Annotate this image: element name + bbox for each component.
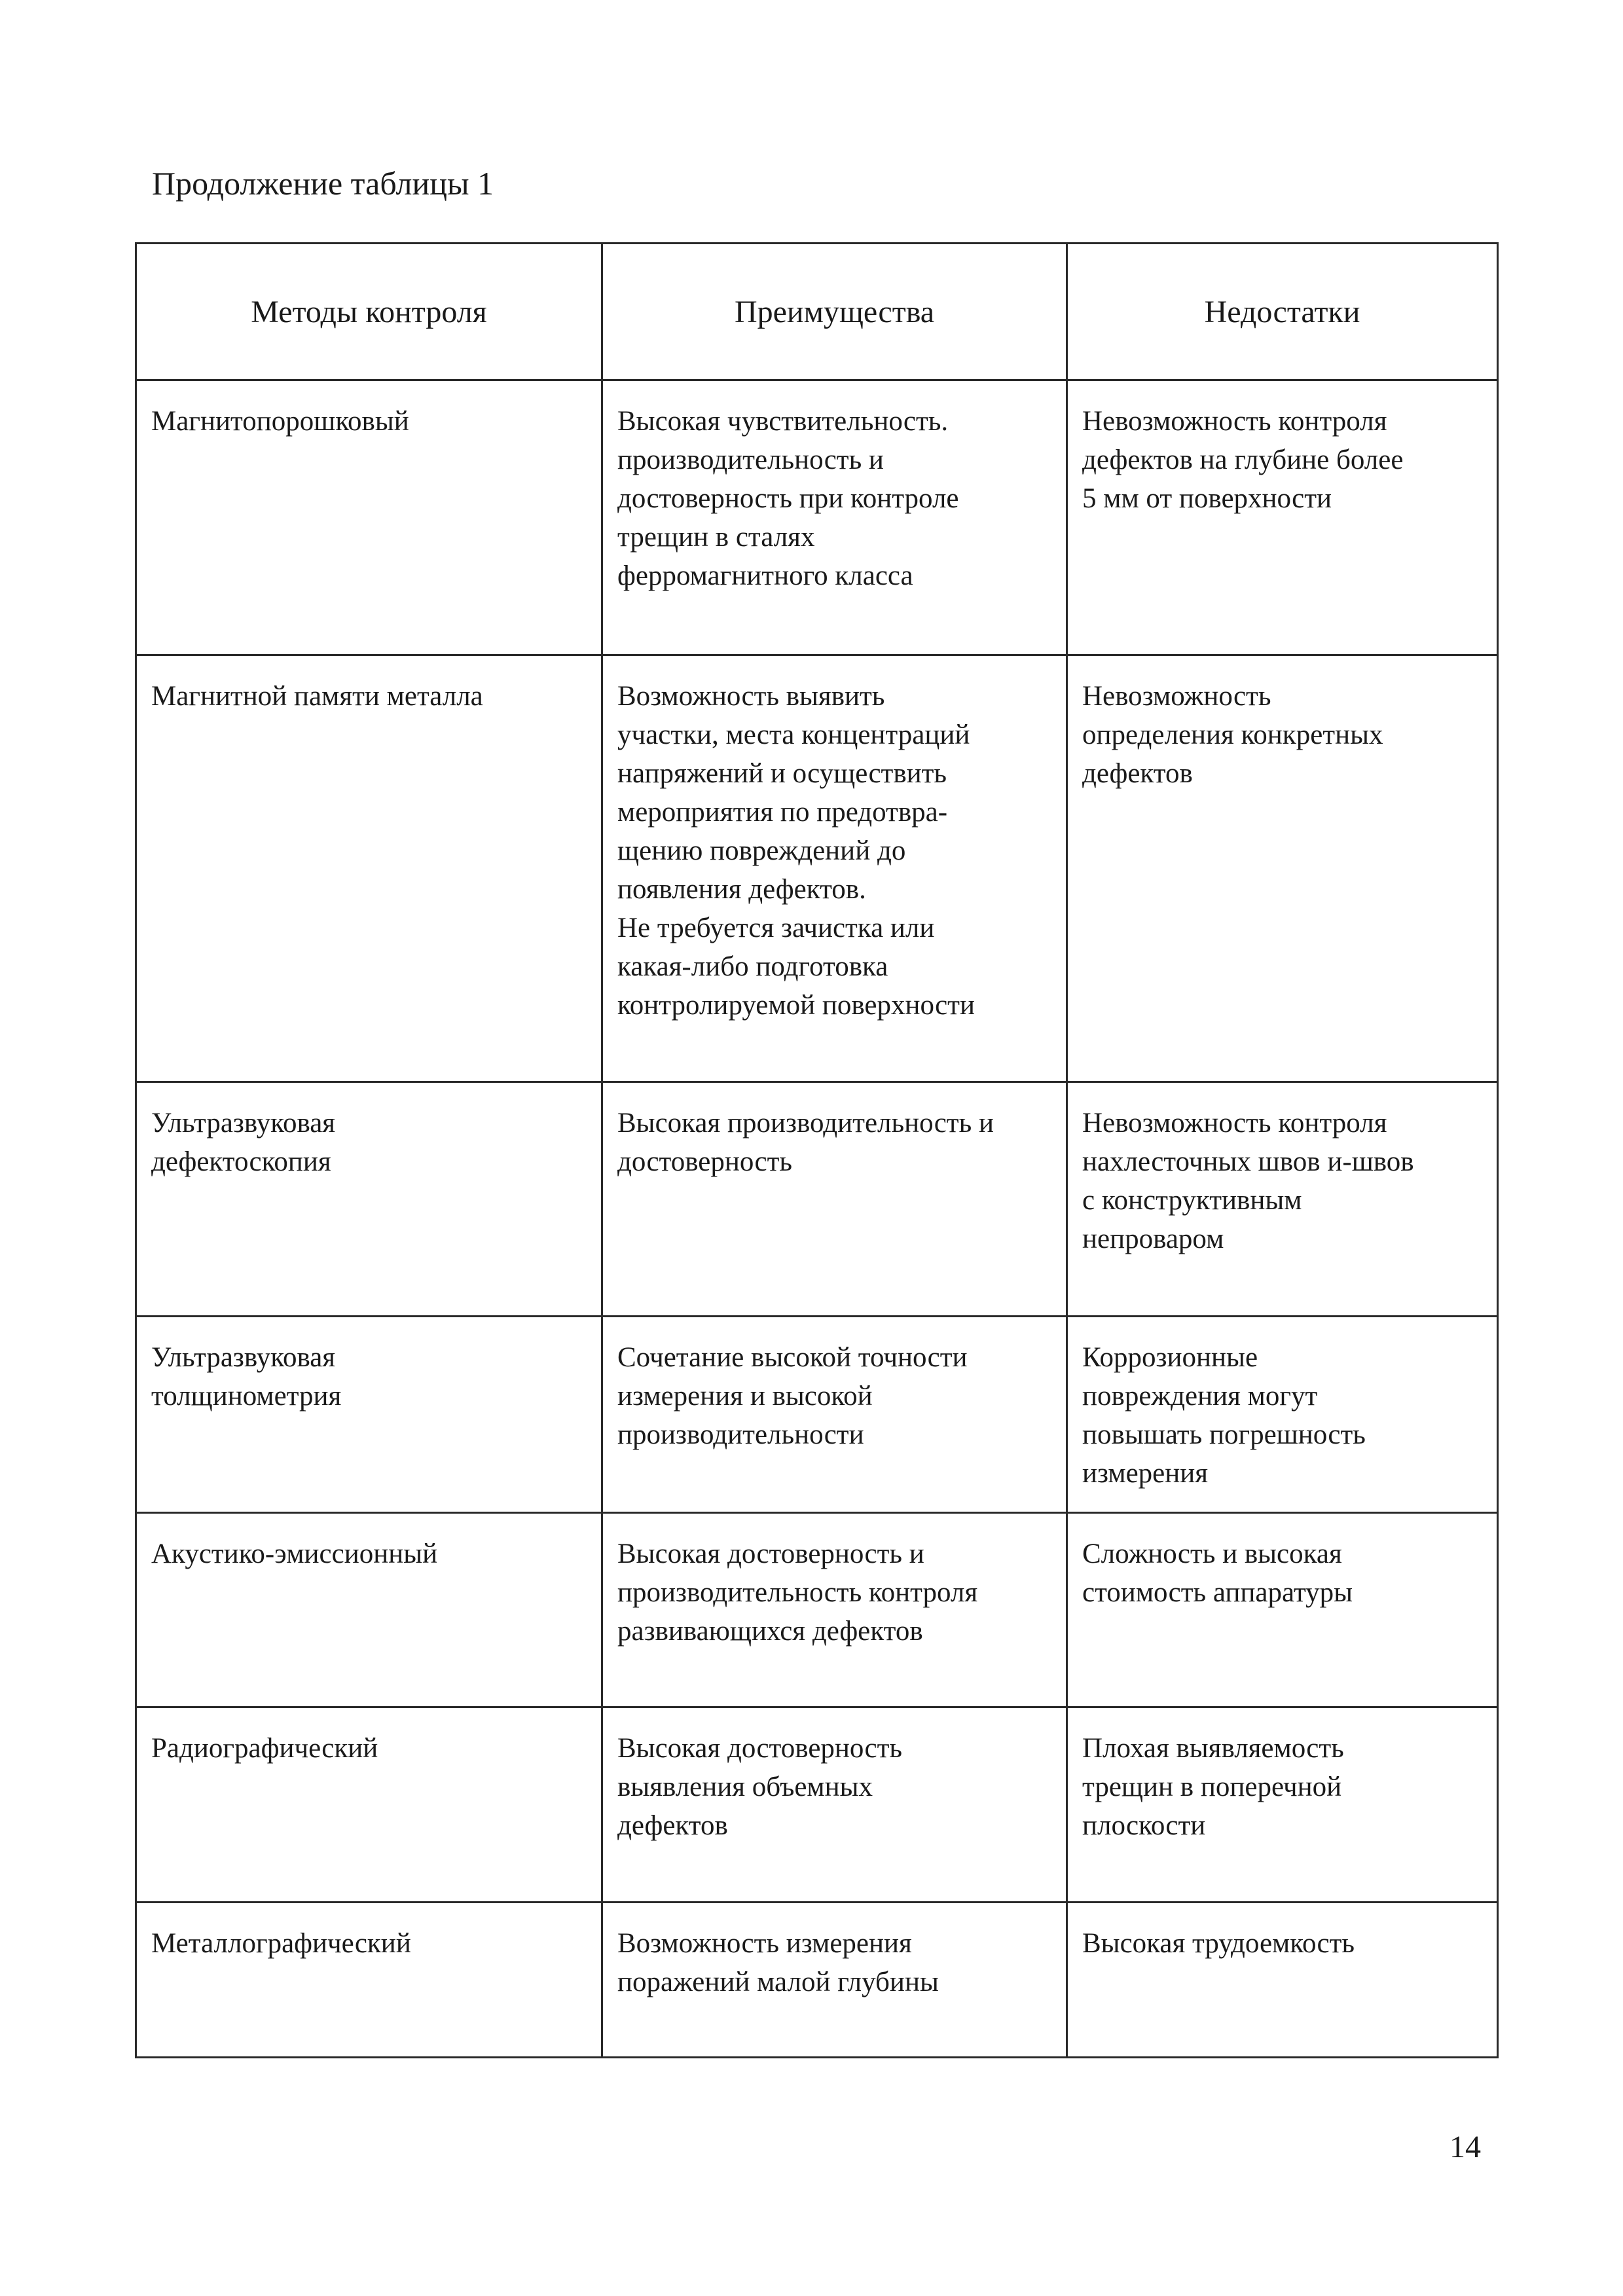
method-cell: Магнитопорошковый — [151, 406, 409, 437]
disadvantages-cell: Высокая трудоемкость — [1082, 1928, 1355, 1959]
table-row — [136, 1903, 1498, 2058]
page-number: 14 — [1450, 2130, 1481, 2164]
advantages-cell: Высокая производительность и достоверность — [617, 1108, 994, 1177]
method-cell: Ультразвуковая дефектоскопия — [151, 1108, 336, 1177]
disadvantages-cell: Невозможность контроля дефектов на глубине более 5 мм от поверхности — [1082, 406, 1404, 514]
disadvantages-cell: Невозможность контроля нахлесточных швов и-швов с конструктивным непроваром — [1082, 1108, 1414, 1254]
method-cell: Магнитной памяти металла — [151, 681, 483, 712]
table-caption: Продолжение таблицы 1 — [152, 165, 494, 202]
method-cell: Металлографический — [151, 1928, 411, 1959]
advantages-cell: Возможность измерения поражений малой глубины — [617, 1928, 939, 1997]
table-row — [136, 655, 1498, 1082]
table-header-row — [136, 244, 1498, 380]
table-row — [136, 1513, 1498, 1707]
header-disadvantages: Недостатки — [1067, 244, 1498, 380]
table-row — [136, 1707, 1498, 1903]
inspection-methods-table — [135, 242, 1499, 2058]
disadvantages-cell: Коррозионные повреждения могут повышать погрешность измерения — [1082, 1342, 1366, 1489]
table-row — [136, 380, 1498, 655]
header-method: Методы контроля — [136, 244, 602, 380]
advantages-cell: Высокая достоверность выявления объемных дефектов — [617, 1733, 902, 1841]
advantages-cell: Возможность выявить участки, места концентраций напряжений и осуществить мероприятия по предотвра- щению повреждений до появления дефектов. Не требуется зачистка или какая-либо подготовка контролируемой поверхности — [617, 681, 975, 1021]
table-row — [136, 1082, 1498, 1317]
method-cell: Радиографический — [151, 1733, 378, 1764]
advantages-cell: Высокая достоверность и производительность контроля развивающихся дефектов — [617, 1539, 978, 1647]
disadvantages-cell: Плохая выявляемость трещин в поперечной плоскости — [1082, 1733, 1344, 1841]
advantages-cell: Сочетание высокой точности измерения и высокой производительности — [617, 1342, 968, 1450]
method-cell: Акустико-эмиссионный — [151, 1539, 438, 1569]
advantages-cell: Высокая чувствительность. производительность и достоверность при контроле трещин в сталях ферромагнитного класса — [617, 406, 959, 591]
disadvantages-cell: Невозможность определения конкретных дефектов — [1082, 681, 1383, 789]
table-row — [136, 1317, 1498, 1513]
disadvantages-cell: Сложность и высокая стоимость аппаратуры — [1082, 1539, 1353, 1608]
header-advantages: Преимущества — [602, 244, 1067, 380]
method-cell: Ультразвуковая толщинометрия — [151, 1342, 342, 1412]
